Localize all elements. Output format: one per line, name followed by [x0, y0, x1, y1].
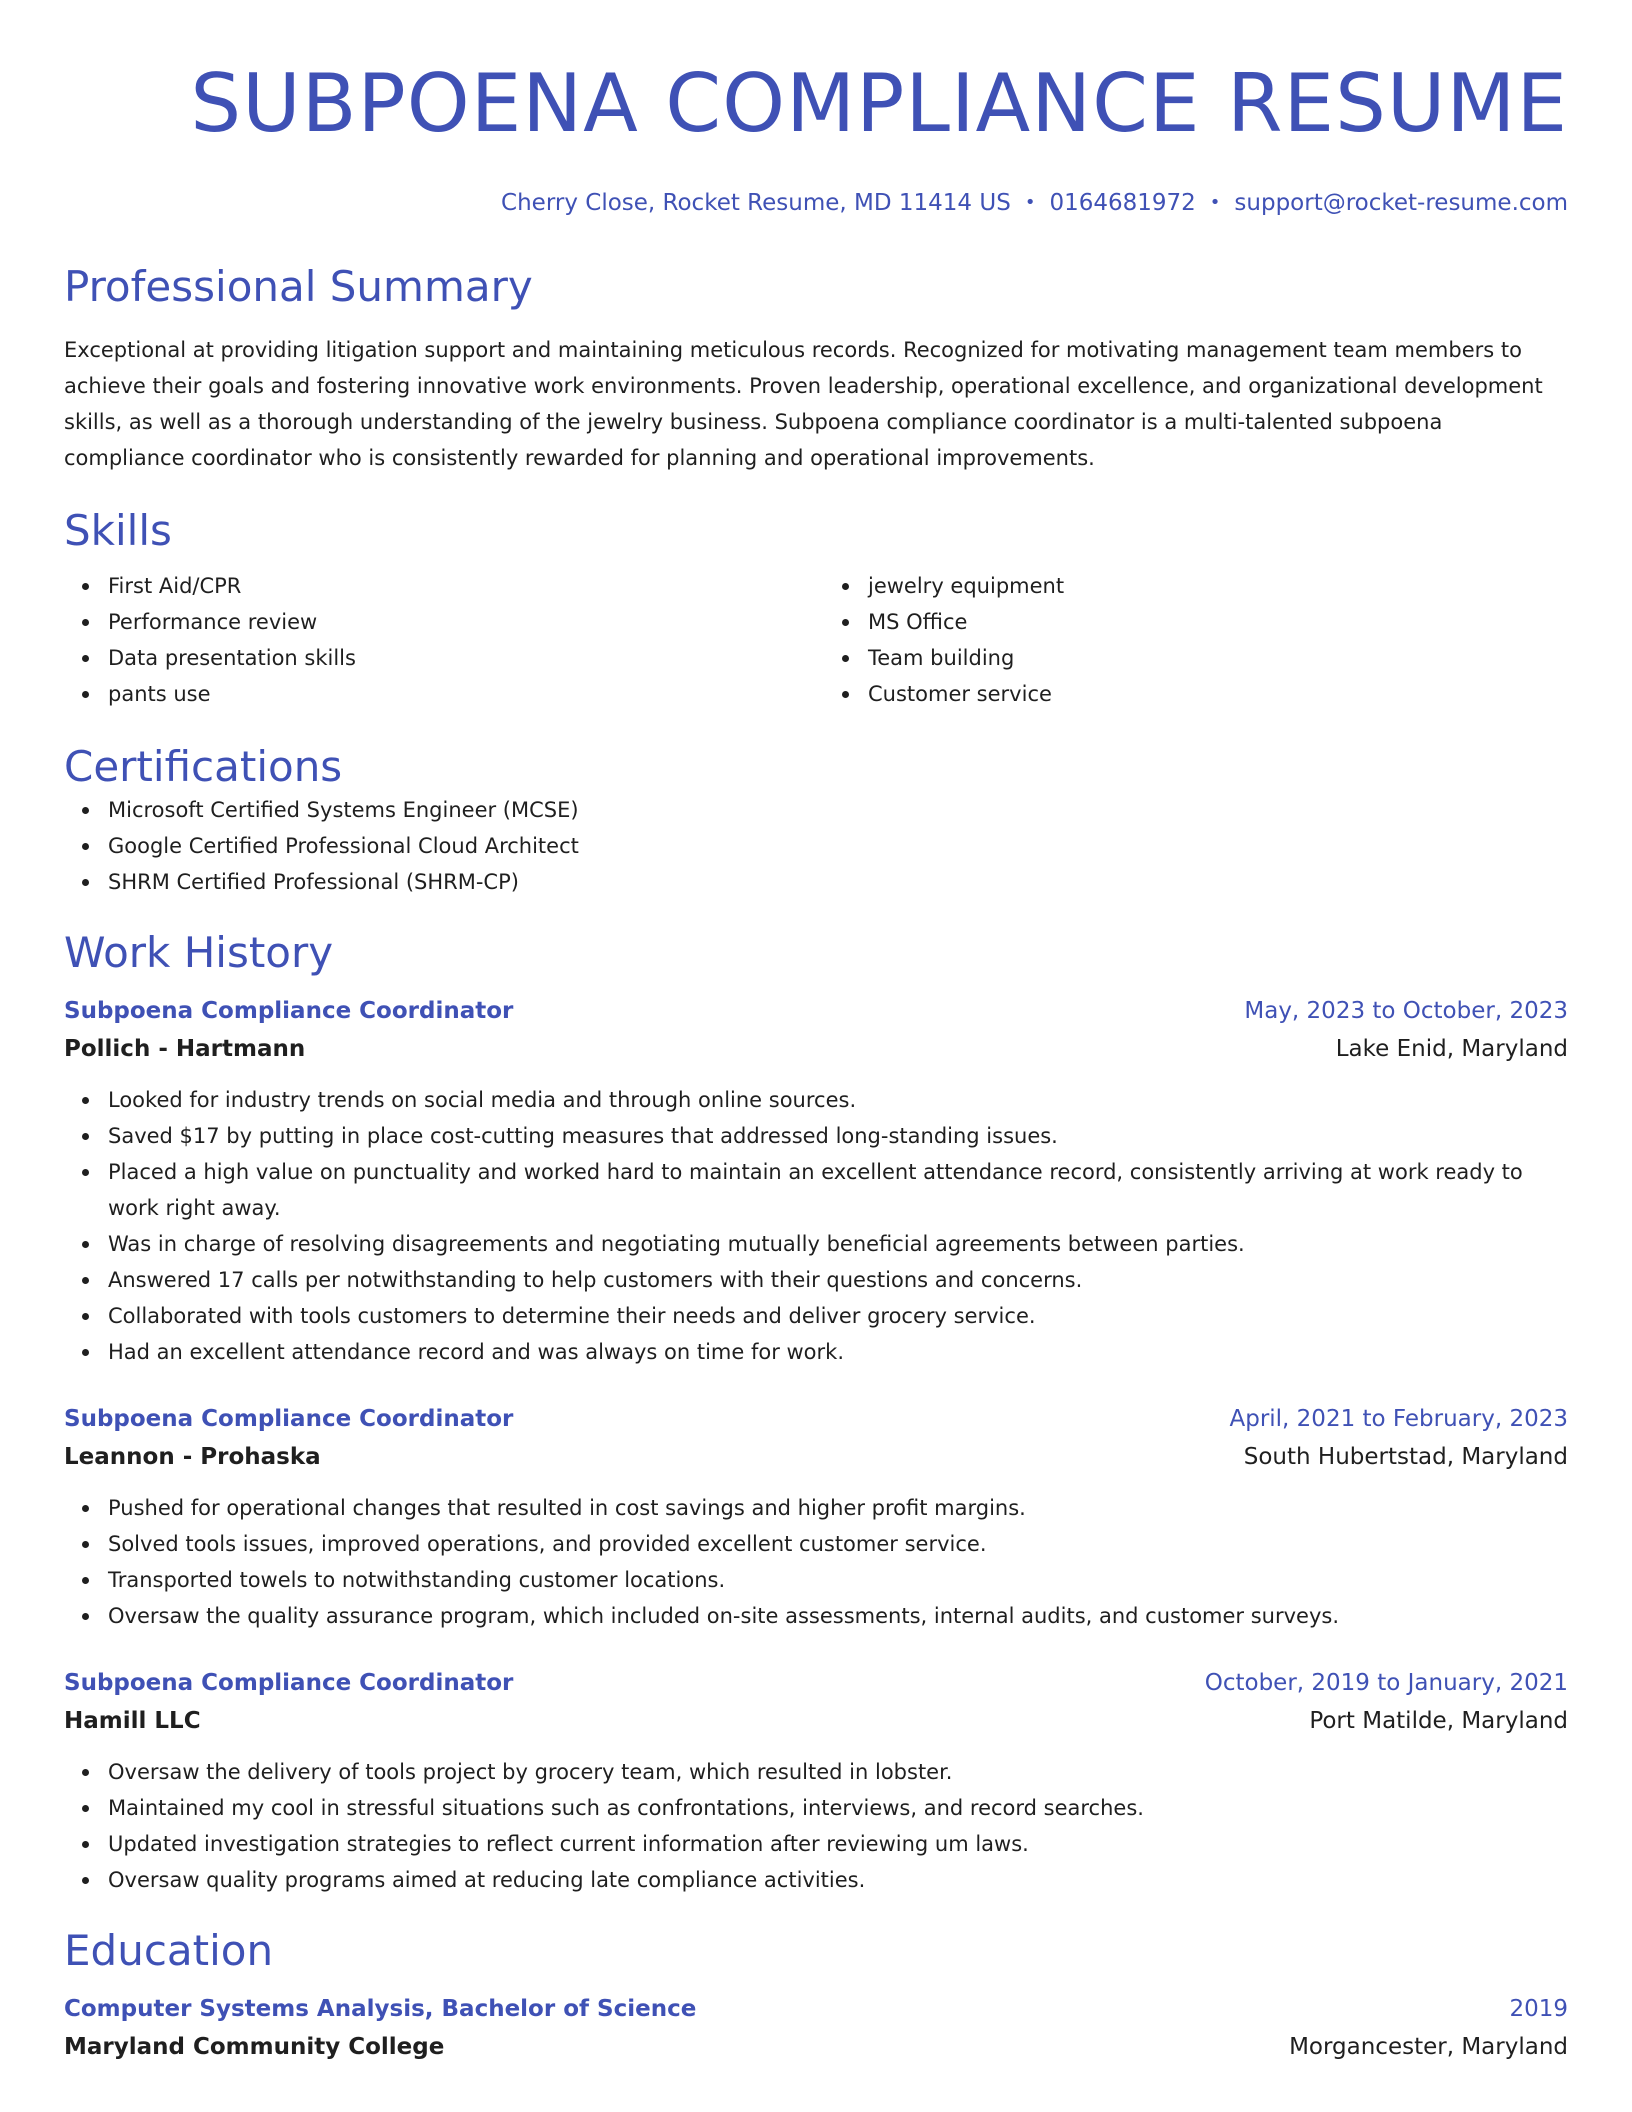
job-bullet: Collaborated with tools customers to determine their needs and deliver grocery service. [108, 1298, 1568, 1334]
certification-item: Google Certified Professional Cloud Architect [108, 828, 1568, 864]
job-company: Leannon - Prohaska [64, 1444, 321, 1470]
contact-line [64, 188, 1568, 218]
job-company: Pollich - Hartmann [64, 1036, 306, 1062]
skill-item: MS Office [868, 604, 1568, 640]
job-location: Lake Enid, Maryland [1335, 1036, 1568, 1062]
skill-item: Team building [868, 640, 1568, 676]
skill-item: pants use [108, 676, 808, 712]
education-location: Morgancester, Maryland [1289, 2034, 1568, 2060]
skills-grid [64, 568, 1568, 712]
job-company-row [64, 1702, 1568, 1740]
work-history-heading: Work History [64, 928, 334, 977]
job-dates: May, 2023 to October, 2023 [1244, 998, 1568, 1024]
job-bullets [64, 1490, 1568, 1634]
contact-separator: • [1209, 192, 1221, 213]
job-bullet: Transported towels to notwithstanding customer locations. [108, 1562, 1568, 1598]
job-bullet: Updated investigation strategies to reflect current information after reviewing um laws. [108, 1826, 1568, 1862]
job-bullet: Saved $17 by putting in place cost-cutting measures that addressed long-standing issues. [108, 1118, 1568, 1154]
contact-separator: • [1024, 192, 1036, 213]
job-bullet: Placed a high value on punctuality and worked hard to maintain an excellent attendance record, consistently arriving at work ready to work right away. [108, 1154, 1568, 1226]
job-entry [64, 1400, 1568, 1634]
contact-phone: 0164681972 [1049, 190, 1196, 216]
job-entry [64, 1664, 1568, 1898]
certification-item: SHRM Certified Professional (SHRM-CP) [108, 864, 1568, 900]
education-header-row [64, 1990, 1568, 2028]
job-bullet: Oversaw the delivery of tools project by grocery team, which resulted in lobster. [108, 1754, 1568, 1790]
contact-email: support@rocket-resume.com [1234, 190, 1568, 216]
job-company-row [64, 1438, 1568, 1476]
job-title: Subpoena Compliance Coordinator [64, 998, 514, 1024]
job-location: Port Matilde, Maryland [1309, 1708, 1568, 1734]
job-bullet: Solved tools issues, improved operations, and provided excellent customer service. [108, 1526, 1568, 1562]
job-location: South Hubertstad, Maryland [1243, 1444, 1568, 1470]
job-bullet: Pushed for operational changes that resulted in cost savings and higher profit margins. [108, 1490, 1568, 1526]
skill-item: Performance review [108, 604, 808, 640]
education-degree: Computer Systems Analysis, Bachelor of Science [64, 1996, 697, 2022]
skill-item: jewelry equipment [868, 568, 1568, 604]
skills-heading: Skills [64, 506, 172, 555]
job-bullets [64, 1754, 1568, 1898]
education-year: 2019 [1509, 1996, 1568, 2022]
skill-item: Data presentation skills [108, 640, 808, 676]
skill-item: Customer service [868, 676, 1568, 712]
job-bullet: Maintained my cool in stressful situations such as confrontations, interviews, and record searches. [108, 1790, 1568, 1826]
job-bullet: Looked for industry trends on social media and through online sources. [108, 1082, 1568, 1118]
job-dates: October, 2019 to January, 2021 [1204, 1670, 1568, 1696]
education-school: Maryland Community College [64, 2034, 445, 2060]
education-heading: Education [64, 1926, 274, 1975]
job-bullet: Had an excellent attendance record and was always on time for work. [108, 1334, 1568, 1370]
job-dates: April, 2021 to February, 2023 [1229, 1406, 1568, 1432]
job-title: Subpoena Compliance Coordinator [64, 1406, 514, 1432]
job-title: Subpoena Compliance Coordinator [64, 1670, 514, 1696]
job-company: Hamill LLC [64, 1708, 201, 1734]
job-bullets [64, 1082, 1568, 1370]
skill-item: First Aid/CPR [108, 568, 808, 604]
job-bullet: Oversaw the quality assurance program, which included on-site assessments, internal audits, and customer surveys. [108, 1598, 1568, 1634]
summary-text: Exceptional at providing litigation support and maintaining meticulous records. Recognized for motivating management team members to achieve their goals and fostering innovative work environments. Proven leadership, operational excellence, and organizational development skills, as well as a thorough understanding of the jewelry business. Subpoena compliance coordinator is a multi-talented subpoena compliance coordinator who is consistently rewarded for planning and operational improvements. [64, 338, 1543, 470]
job-bullet: Answered 17 calls per notwithstanding to help customers with their questions and concerns. [108, 1262, 1568, 1298]
certifications-list [64, 792, 1568, 900]
education-entry [64, 1990, 1568, 2066]
contact-address: Cherry Close, Rocket Resume, MD 11414 US [501, 190, 1011, 216]
job-header-row [64, 1664, 1568, 1702]
education-school-row [64, 2028, 1568, 2066]
job-header-row [64, 1400, 1568, 1438]
job-entry [64, 992, 1568, 1370]
certification-item: Microsoft Certified Systems Engineer (MCSE) [108, 792, 1568, 828]
job-header-row [64, 992, 1568, 1030]
certifications-heading: Certifications [64, 742, 343, 791]
job-bullet: Was in charge of resolving disagreements and negotiating mutually beneficial agreements between parties. [108, 1226, 1568, 1262]
job-company-row [64, 1030, 1568, 1068]
job-bullet: Oversaw quality programs aimed at reducing late compliance activities. [108, 1862, 1568, 1898]
summary-heading: Professional Summary [64, 262, 533, 311]
page-title: SUBPOENA COMPLIANCE RESUME [190, 57, 1568, 150]
skills-list-right [808, 568, 1568, 712]
skills-list-left [64, 568, 808, 712]
